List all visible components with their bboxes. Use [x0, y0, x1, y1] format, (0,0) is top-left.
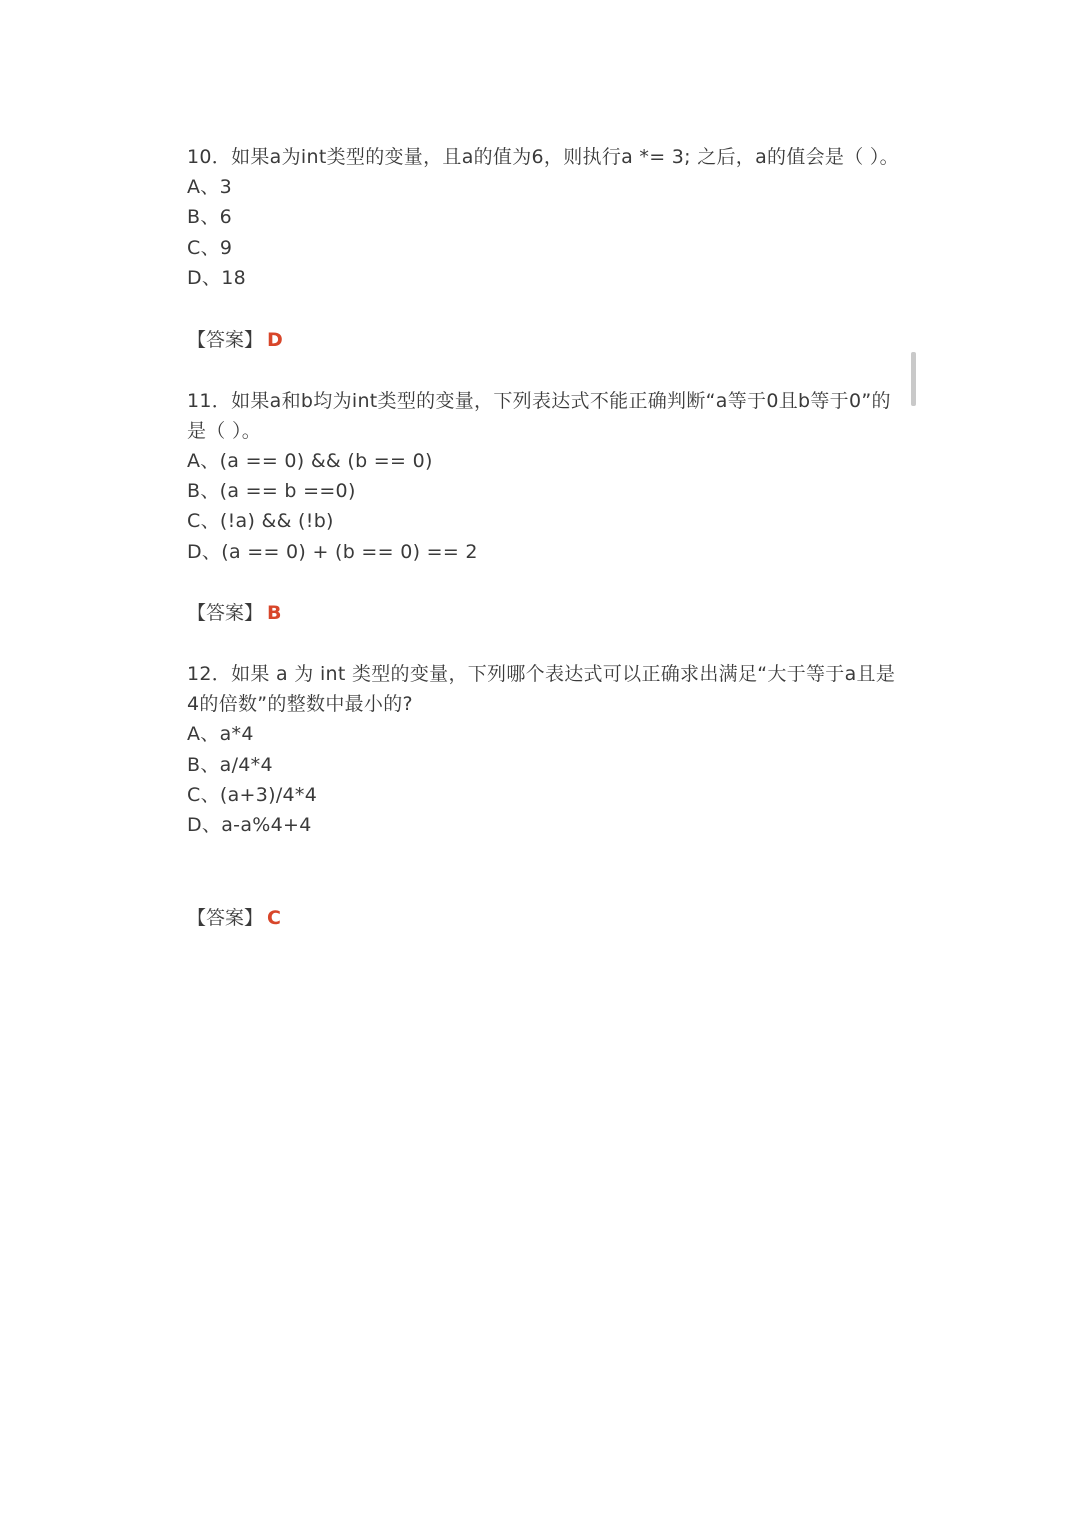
- question-10: [187, 142, 899, 355]
- option-b: B、(a == b ==0): [187, 480, 356, 503]
- answer-label: 【答案】: [187, 907, 264, 929]
- option-a: A、a*4: [187, 723, 254, 746]
- question-12: [187, 659, 899, 841]
- question-text: 10．如果a为int类型的变量，且a的值为6，则执行a *= 3; 之后，a的值会是（ ）。: [187, 146, 899, 168]
- cut-off-answer-line: [187, 897, 387, 929]
- option-b: B、a/4*4: [187, 753, 273, 776]
- option-a: A、3: [187, 176, 232, 198]
- question-text: 11．如果a和b均为int类型的变量，下列表达式不能正确判断“a等于0且b等于0”的是（ ）。: [187, 389, 891, 442]
- question-list: [187, 142, 899, 841]
- answer-value: D: [267, 328, 283, 351]
- option-d: D、(a == 0) + (b == 0) == 2: [187, 540, 478, 563]
- option-b: B、6: [187, 206, 233, 229]
- question-text: 12．如果 a 为 int 类型的变量，下列哪个表达式可以正确求出满足“大于等于a且是4的倍数”的整数中最小的?: [187, 663, 896, 716]
- option-d: D、18: [187, 267, 247, 290]
- question-11: [187, 386, 899, 629]
- option-c: C、9: [187, 236, 233, 259]
- option-a: A、(a == 0) && (b == 0): [187, 449, 433, 472]
- scrollbar-thumb[interactable]: [911, 352, 916, 406]
- answer-line: [187, 325, 899, 355]
- answer-value: B: [267, 602, 282, 625]
- answer-value: C: [267, 907, 281, 929]
- answer-line: [187, 598, 899, 628]
- answer-label: 【答案】: [187, 602, 264, 625]
- option-d: D、a-a%4+4: [187, 814, 312, 837]
- option-c: C、(!a) && (!b): [187, 510, 334, 533]
- answer-label: 【答案】: [187, 328, 264, 351]
- option-c: C、(a+3)/4*4: [187, 784, 318, 807]
